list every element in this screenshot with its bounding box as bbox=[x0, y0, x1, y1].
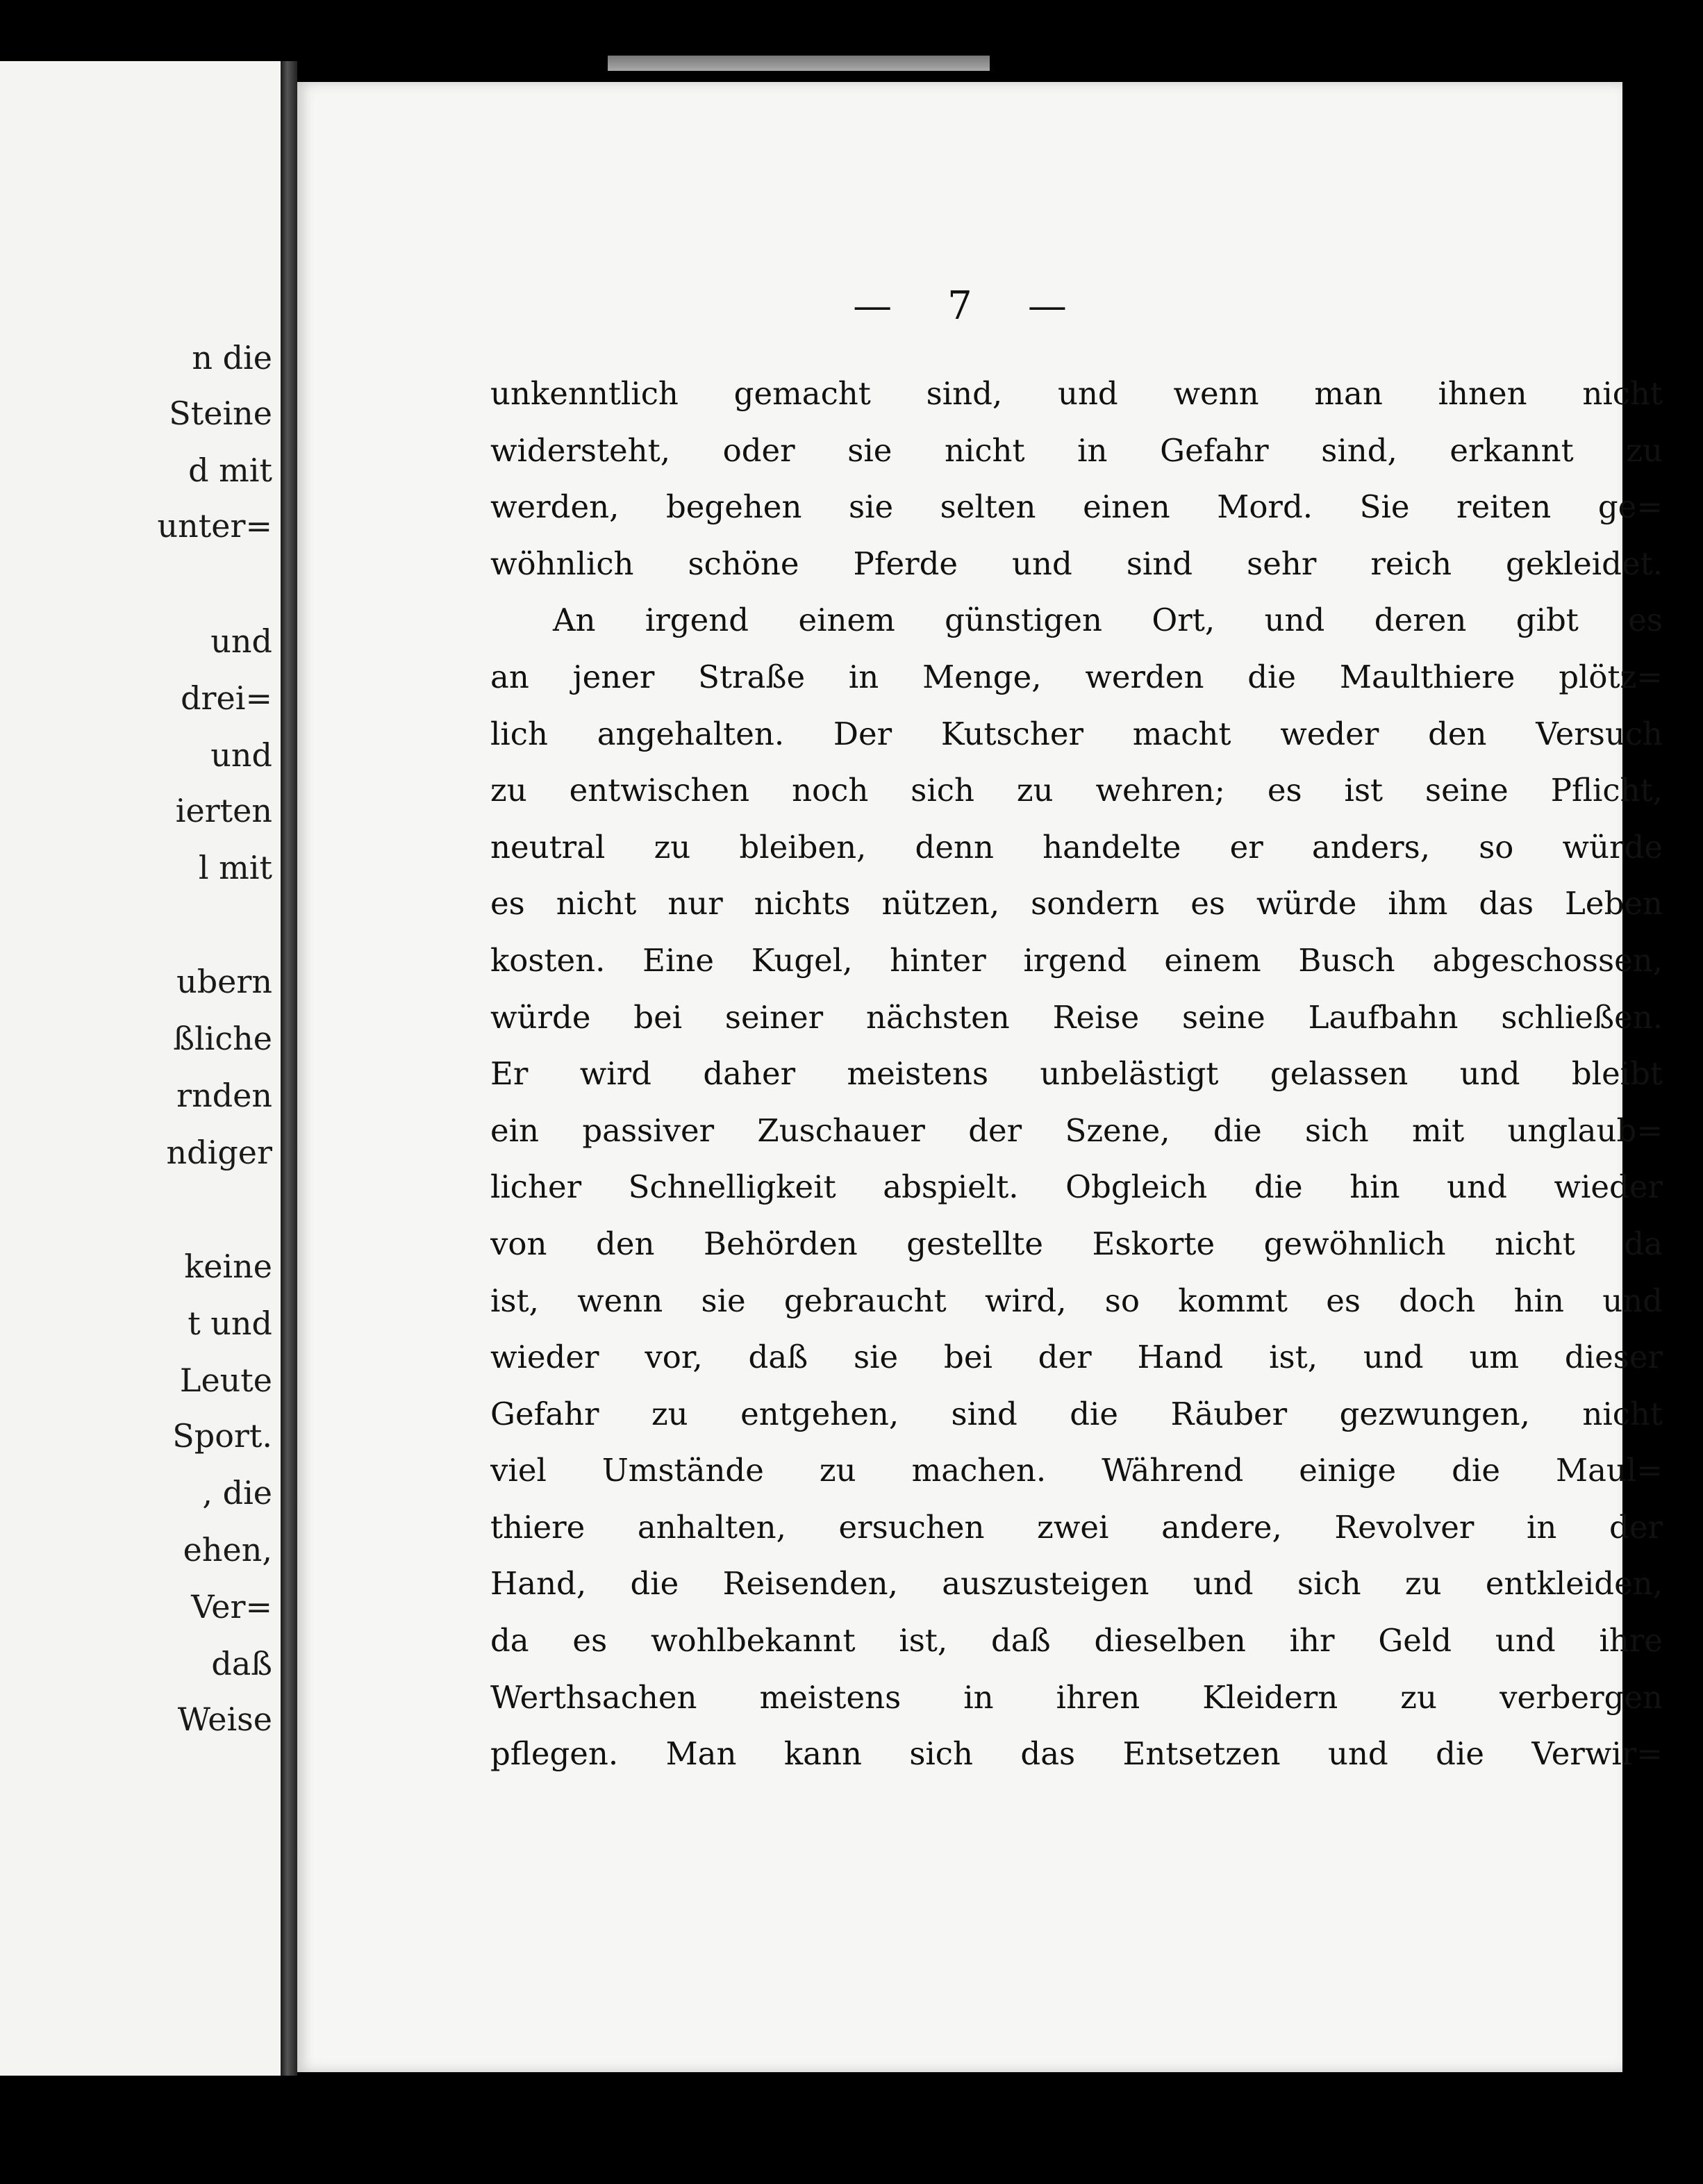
left-page-line: Ver= bbox=[191, 1588, 272, 1625]
text-line: Er wird daher meistens unbelästigt gelassen und bleibt bbox=[490, 1055, 1663, 1093]
text-line: neutral zu bleiben, denn handelte er anders, so würde bbox=[490, 828, 1663, 866]
text-line: wieder vor, daß sie bei der Hand ist, und um dieser bbox=[490, 1339, 1663, 1376]
left-page-line: unter= bbox=[157, 507, 272, 545]
page-number bbox=[297, 283, 1622, 329]
text-line: ein passiver Zuschauer der Szene, die sich mit unglaub= bbox=[490, 1111, 1663, 1149]
text-line: An irgend einem günstigen Ort, und deren gibt es bbox=[553, 602, 1663, 639]
top-edge-band bbox=[608, 56, 990, 71]
left-page-line: und bbox=[210, 622, 272, 660]
left-page-line: ndiger bbox=[166, 1134, 272, 1171]
left-page-line: drei= bbox=[181, 679, 272, 717]
left-page-line: , die bbox=[202, 1474, 272, 1512]
left-page-line: t und bbox=[188, 1305, 272, 1342]
text-line: würde bei seiner nächsten Reise seine Laufbahn schließen. bbox=[490, 998, 1663, 1036]
left-page-line: und bbox=[210, 736, 272, 774]
text-line: ist, wenn sie gebraucht wird, so kommt es doch hin und bbox=[490, 1282, 1663, 1319]
book-spine bbox=[281, 61, 297, 2076]
text-line: unkenntlich gemacht sind, und wenn man ihnen nicht bbox=[490, 375, 1663, 412]
left-page-line: rnden bbox=[176, 1077, 272, 1114]
page-number-dash-right: — bbox=[1027, 283, 1067, 329]
text-line: Gefahr zu entgehen, sind die Räuber gezwungen, nicht bbox=[490, 1395, 1663, 1432]
left-page-line: ehen, bbox=[183, 1531, 272, 1569]
left-page-line: ßliche bbox=[173, 1020, 272, 1057]
left-page-line: Leute bbox=[179, 1362, 272, 1399]
left-page-line: keine bbox=[184, 1248, 272, 1285]
text-line: pflegen. Man kann sich das Entsetzen und die Verwir= bbox=[490, 1735, 1663, 1773]
text-line: licher Schnelligkeit abspielt. Obgleich die hin und wieder bbox=[490, 1168, 1663, 1206]
left-page-line: daß bbox=[211, 1645, 272, 1682]
left-page-line: ubern bbox=[176, 963, 272, 1000]
text-line: viel Umstände zu machen. Während einige die Maul= bbox=[490, 1452, 1663, 1489]
text-line: kosten. Eine Kugel, hinter irgend einem Busch abgeschossen, bbox=[490, 941, 1663, 979]
text-line: lich angehalten. Der Kutscher macht weder den Versuch bbox=[490, 715, 1663, 752]
page-number-dash-left: — bbox=[853, 283, 892, 329]
body-text bbox=[490, 365, 1663, 1782]
page-number-value: 7 bbox=[947, 283, 972, 329]
text-line: Werthsachen meistens in ihren Kleidern zu verbergen bbox=[490, 1678, 1663, 1716]
text-line: es nicht nur nichts nützen, sondern es würde ihm das Leben bbox=[490, 885, 1663, 923]
left-page-line: ierten bbox=[175, 792, 272, 829]
text-line: da es wohlbekannt ist, daß dieselben ihr Geld und ihre bbox=[490, 1622, 1663, 1660]
left-page-line: d mit bbox=[188, 452, 272, 489]
text-line: thiere anhalten, ersuchen zwei andere, Revolver in der bbox=[490, 1508, 1663, 1546]
left-page-line: Steine bbox=[169, 395, 272, 432]
left-page-fragment bbox=[0, 61, 281, 2076]
text-line: zu entwischen noch sich zu wehren; es ist seine Pflicht, bbox=[490, 772, 1663, 809]
text-line: Hand, die Reisenden, auszusteigen und sich zu entkleiden, bbox=[490, 1565, 1663, 1603]
text-line: von den Behörden gestellte Eskorte gewöhnlich nicht da bbox=[490, 1225, 1663, 1262]
left-page-line: Sport. bbox=[172, 1417, 272, 1455]
left-page-line: n die bbox=[192, 339, 272, 377]
text-line: an jener Straße in Menge, werden die Maulthiere plötz= bbox=[490, 658, 1663, 695]
text-line: widersteht, oder sie nicht in Gefahr sind, erkannt zu bbox=[490, 431, 1663, 469]
left-page-line: l mit bbox=[198, 849, 272, 886]
left-page-line: Weise bbox=[177, 1701, 272, 1738]
text-line: wöhnlich schöne Pferde und sind sehr reich gekleidet. bbox=[490, 545, 1663, 582]
right-page bbox=[297, 82, 1663, 2072]
text-line: werden, begehen sie selten einen Mord. Sie reiten ge= bbox=[490, 488, 1663, 526]
